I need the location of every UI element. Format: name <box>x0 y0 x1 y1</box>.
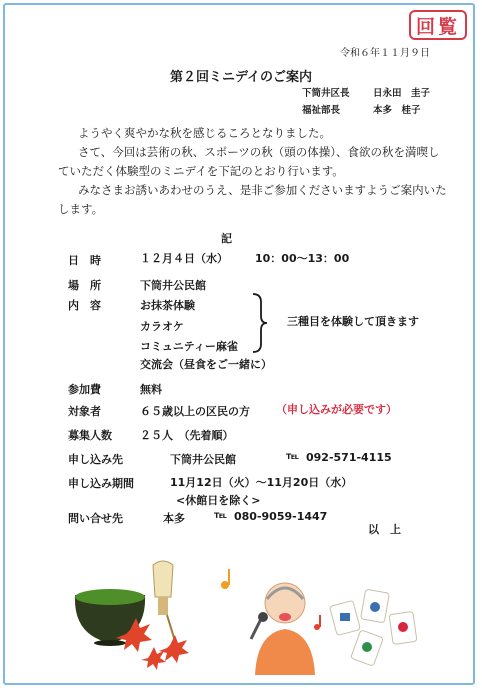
tel-mark: ℡ <box>286 451 299 462</box>
label-contact: 問い合せ先 <box>68 512 123 525</box>
tea-whisk-icon <box>153 561 175 641</box>
value-venue: 下筒井公民館 <box>140 279 206 292</box>
value-contact-name: 本多 <box>163 512 185 525</box>
content-item-mahjong: コミュニティー麻雀 <box>140 340 238 353</box>
label-datetime: 日 時 <box>68 254 101 267</box>
body-paragraph-1: ようやく爽やかな秋を感じるころとなりました。 <box>78 126 331 140</box>
singer-icon <box>251 583 315 675</box>
value-apply-tel: 092-571-4115 <box>306 451 392 464</box>
label-period: 申し込み期間 <box>68 477 134 490</box>
value-period: 11月12日（火）～11月20日（水） <box>170 476 353 489</box>
value-date: １２月４日（水） <box>140 252 228 265</box>
circulation-stamp: 回覧 <box>409 10 467 40</box>
content-item-karaoke: カラオケ <box>140 320 184 333</box>
tel-mark-2: ℡ <box>214 510 227 521</box>
page-title: 第２回ミニデイのご案内 <box>169 70 313 85</box>
body-paragraph-2: さて、今回は芸術の秋、スポーツの秋（頭の体操）、食欲の秋を満喫していただく体験型のミニデイを下記のとおり行います。 <box>58 145 440 178</box>
label-venue: 場 所 <box>68 279 101 292</box>
body-paragraph-3: みなさまお誘いあわせのうえ、是非ご参加くださいますようご案内いたします。 <box>58 183 447 216</box>
content-extra: 交流会（昼食をご一緒に） <box>140 358 272 371</box>
mahjong-tiles-icon <box>330 589 417 666</box>
value-target: ６５歳以上の区民の方 <box>140 405 250 418</box>
period-note: <休館日を除く> <box>176 494 261 507</box>
brace-icon <box>250 292 270 354</box>
label-content: 内 容 <box>68 299 101 312</box>
sender-name-2: 本多 桂子 <box>373 105 421 116</box>
label-fee: 参加費 <box>68 383 101 396</box>
decorative-illustration <box>55 555 455 675</box>
label-apply: 申し込み先 <box>68 453 123 466</box>
sender-role-1: 下筒井区長 <box>302 88 350 99</box>
closing: 以 上 <box>368 523 401 536</box>
value-apply-place: 下筒井公民館 <box>170 453 236 466</box>
value-capacity: ２５人 （先着順） <box>140 429 234 442</box>
value-contact-tel: 080-9059-1447 <box>234 510 328 523</box>
sender-role-2: 福祉部長 <box>302 105 341 116</box>
value-time: 10：00～13：00 <box>255 252 350 265</box>
content-note: 三種目を体験して頂きます <box>287 315 419 328</box>
issue-date: 令和６年１１月９日 <box>340 48 430 59</box>
value-fee: 無料 <box>140 383 162 396</box>
label-target: 対象者 <box>68 405 101 418</box>
ki-heading: 記 <box>221 232 232 245</box>
sender-name-1: 日永田 圭子 <box>373 88 431 99</box>
label-capacity: 募集人数 <box>68 429 112 442</box>
target-note: （申し込みが必要です） <box>276 403 397 416</box>
content-item-tea: お抹茶体験 <box>140 299 195 312</box>
